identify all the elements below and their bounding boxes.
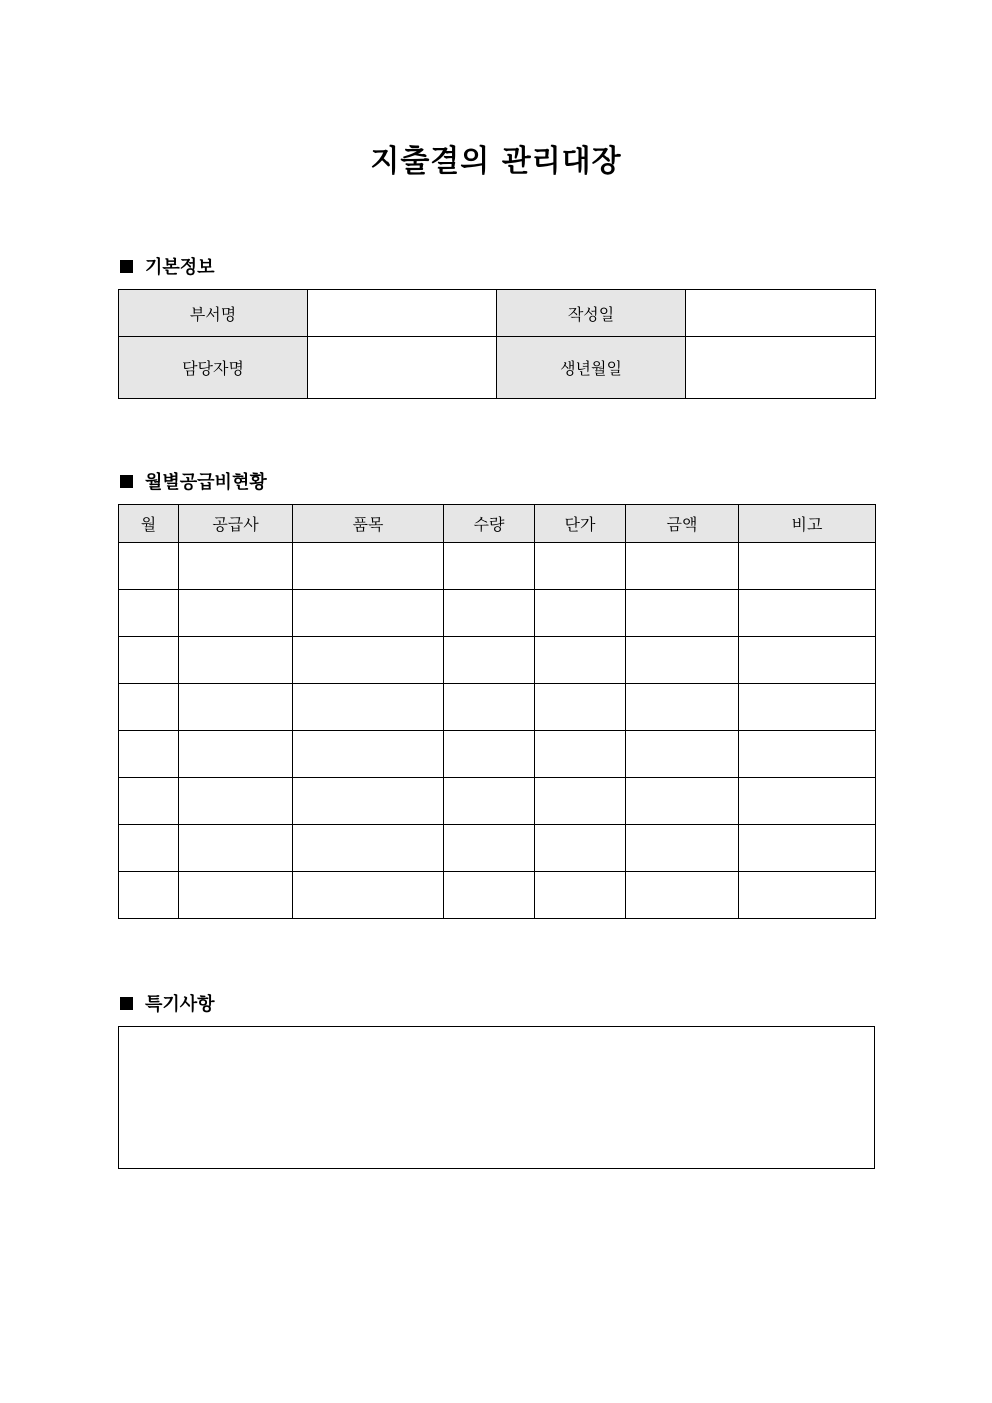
month-cell[interactable]	[119, 872, 179, 919]
dept-field[interactable]	[308, 290, 497, 337]
month-cell[interactable]	[119, 825, 179, 872]
month-cell[interactable]	[119, 684, 179, 731]
quantity-cell[interactable]	[444, 543, 535, 590]
amount-cell[interactable]	[626, 731, 739, 778]
remarks-cell[interactable]	[739, 731, 876, 778]
column-header-amount: 금액	[626, 505, 739, 543]
unit-price-cell[interactable]	[535, 543, 626, 590]
amount-cell[interactable]	[626, 872, 739, 919]
month-cell[interactable]	[119, 590, 179, 637]
remarks-cell[interactable]	[739, 637, 876, 684]
square-bullet-icon	[120, 260, 133, 273]
section-heading-label: 월별공급비현황	[145, 472, 267, 493]
amount-cell[interactable]	[626, 543, 739, 590]
remarks-cell[interactable]	[739, 778, 876, 825]
supplier-cell[interactable]	[179, 825, 293, 872]
supplier-cell[interactable]	[179, 684, 293, 731]
supply-table	[118, 504, 876, 919]
remarks-cell[interactable]	[739, 872, 876, 919]
quantity-cell[interactable]	[444, 731, 535, 778]
supplier-cell[interactable]	[179, 872, 293, 919]
amount-cell[interactable]	[626, 778, 739, 825]
dept-label: 부서명	[119, 290, 308, 337]
month-cell[interactable]	[119, 731, 179, 778]
section-heading-basic-info	[120, 253, 215, 279]
quantity-cell[interactable]	[444, 590, 535, 637]
remarks-cell[interactable]	[739, 684, 876, 731]
item-cell[interactable]	[293, 590, 444, 637]
table-row	[119, 637, 876, 684]
unit-price-cell[interactable]	[535, 684, 626, 731]
quantity-cell[interactable]	[444, 684, 535, 731]
table-row	[119, 684, 876, 731]
month-cell[interactable]	[119, 637, 179, 684]
table-row	[119, 543, 876, 590]
date-field[interactable]	[686, 290, 876, 337]
table-row	[119, 872, 876, 919]
quantity-cell[interactable]	[444, 872, 535, 919]
supplier-cell[interactable]	[179, 637, 293, 684]
unit-price-cell[interactable]	[535, 731, 626, 778]
section-heading-label: 특기사항	[145, 994, 215, 1015]
manager-label: 담당자명	[119, 337, 308, 399]
table-row	[119, 731, 876, 778]
amount-cell[interactable]	[626, 590, 739, 637]
supplier-cell[interactable]	[179, 778, 293, 825]
notes-field[interactable]	[118, 1026, 875, 1169]
section-heading-notes	[120, 990, 215, 1016]
remarks-cell[interactable]	[739, 825, 876, 872]
amount-cell[interactable]	[626, 684, 739, 731]
unit-price-cell[interactable]	[535, 825, 626, 872]
table-row	[119, 590, 876, 637]
page-title: 지출결의 관리대장	[370, 144, 622, 179]
remarks-cell[interactable]	[739, 590, 876, 637]
column-header-unit-price: 단가	[535, 505, 626, 543]
item-cell[interactable]	[293, 872, 444, 919]
item-cell[interactable]	[293, 637, 444, 684]
unit-price-cell[interactable]	[535, 778, 626, 825]
date-label: 작성일	[497, 290, 686, 337]
supplier-cell[interactable]	[179, 590, 293, 637]
table-row	[119, 825, 876, 872]
birth-label: 생년월일	[497, 337, 686, 399]
remarks-cell[interactable]	[739, 543, 876, 590]
column-header-remarks: 비고	[739, 505, 876, 543]
table-row	[119, 778, 876, 825]
unit-price-cell[interactable]	[535, 637, 626, 684]
item-cell[interactable]	[293, 731, 444, 778]
manager-field[interactable]	[308, 337, 497, 399]
column-header-month: 월	[119, 505, 179, 543]
column-header-supplier: 공급사	[179, 505, 293, 543]
quantity-cell[interactable]	[444, 825, 535, 872]
square-bullet-icon	[120, 997, 133, 1010]
birth-field[interactable]	[686, 337, 876, 399]
item-cell[interactable]	[293, 684, 444, 731]
amount-cell[interactable]	[626, 637, 739, 684]
supplier-cell[interactable]	[179, 731, 293, 778]
amount-cell[interactable]	[626, 825, 739, 872]
basic-info-table	[118, 289, 876, 399]
section-heading-label: 기본정보	[145, 257, 215, 278]
column-header-quantity: 수량	[444, 505, 535, 543]
month-cell[interactable]	[119, 543, 179, 590]
section-heading-supply	[120, 468, 267, 494]
column-header-item: 품목	[293, 505, 444, 543]
month-cell[interactable]	[119, 778, 179, 825]
unit-price-cell[interactable]	[535, 590, 626, 637]
supplier-cell[interactable]	[179, 543, 293, 590]
item-cell[interactable]	[293, 778, 444, 825]
square-bullet-icon	[120, 475, 133, 488]
quantity-cell[interactable]	[444, 637, 535, 684]
item-cell[interactable]	[293, 825, 444, 872]
item-cell[interactable]	[293, 543, 444, 590]
quantity-cell[interactable]	[444, 778, 535, 825]
unit-price-cell[interactable]	[535, 872, 626, 919]
